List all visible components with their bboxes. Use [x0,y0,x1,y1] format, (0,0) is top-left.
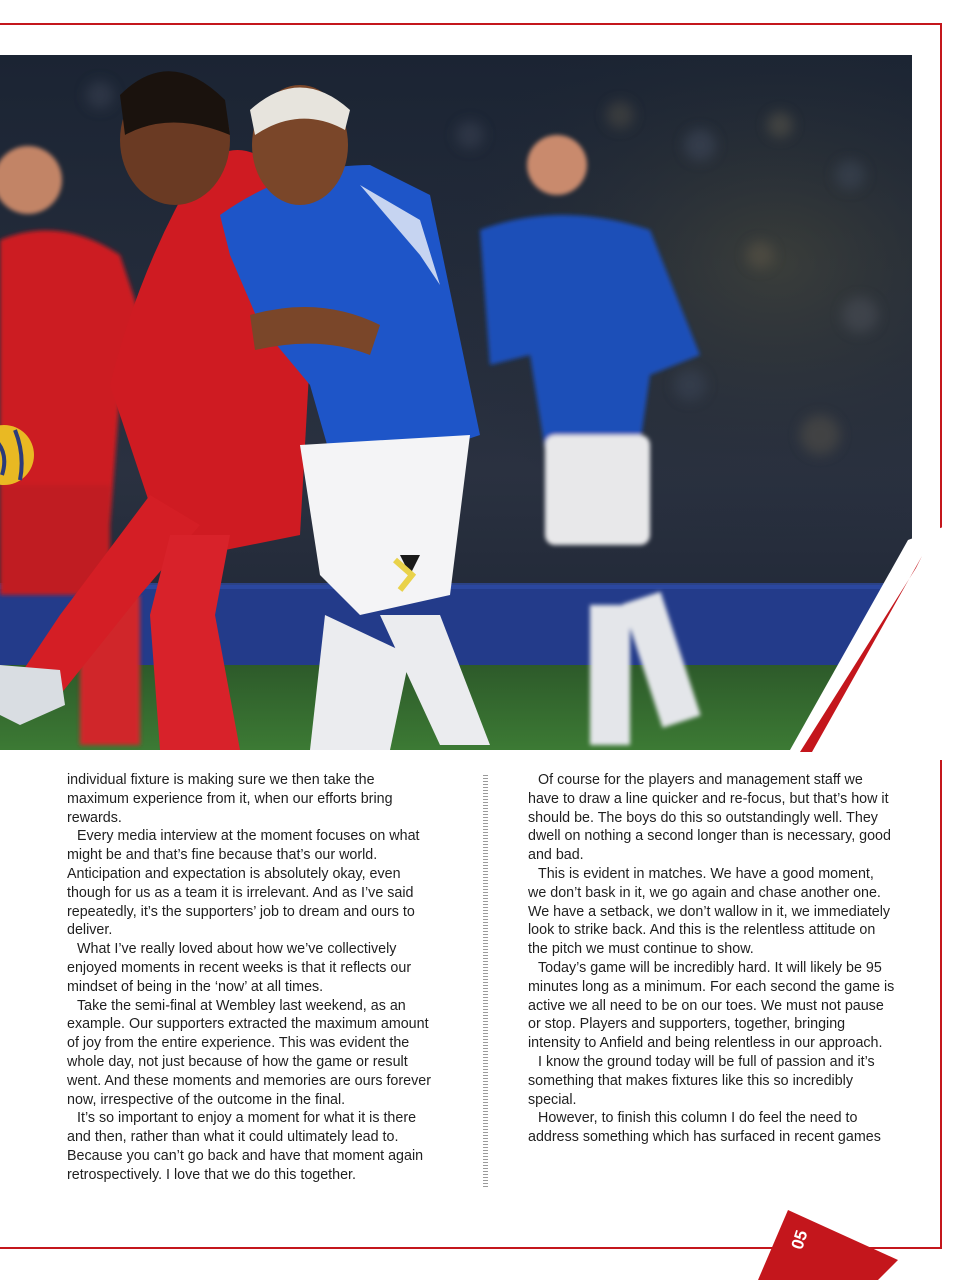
page-number: 05 [787,1227,812,1252]
article-left-column [67,771,435,1185]
frame-top-line [0,23,942,25]
article-paragraph: This is evident in matches. We have a good moment, we don’t bask in it, we go again and chase another one. We have a setback, we don’t wallow in it, we immediately look to strike back. And this is the relentless attitude on the pitch we must continue to show. [528,865,891,958]
article-paragraph: Today’s game will be incredibly hard. It will likely be 95 minutes long as a minimum. For each second the game is active we all need to be on our toes. We must not pause or stop. Players and supporters, together, bringing intensity to Anfield and being relentless in our approach. [528,959,895,1052]
article-paragraph: individual fixture is making sure we then take the maximum experience from it, when our efforts bring rewards. [67,772,393,826]
article-paragraph: It’s so important to enjoy a moment for what it is there and then, rather than what it could ultimately lead to. Because you can’t go back and have that moment again retrospectively. I love that we do this together. [67,1110,424,1183]
match-photo [0,55,912,750]
article-paragraph: Of course for the players and management staff we have to draw a line quicker and re-focus, but that’s how it should be. The boys do this so outstandingly well. They dwell on nothing a second longer than is necessary, good and bad. [528,772,891,864]
article-paragraph: What I’ve really loved about how we’ve collectively enjoyed moments in recent weeks is that it reflects our mindset of being in the ‘now’ at all times. [67,941,412,995]
article-paragraph: I know the ground today will be full of passion and it’s something that makes fixtures like this so incredibly special. [528,1053,875,1108]
article-paragraph: Every media interview at the moment focuses on what might be and that’s fine because that’s our world. Anticipation and expectation is absolutely okay, even though for us as a team it is irrelevant. And as I’ve said repeatedly, it’s the supporters’ job to dream and ours to deliver. [67,828,420,939]
article-right-column [528,771,896,1147]
column-divider [483,775,488,1187]
corner-accent [790,520,962,760]
article-paragraph: Take the semi-final at Wembley last weekend, as an example. Our supporters extracted the maximum amount of joy from the entire experience. This was evident the whole day, not just because of how the game or result went. And these moments and memories are ours forever now, irrespective of the outcome in the final. [67,997,431,1108]
article-paragraph: However, to finish this column I do feel the need to address something which has surfaced in recent games [528,1110,881,1146]
